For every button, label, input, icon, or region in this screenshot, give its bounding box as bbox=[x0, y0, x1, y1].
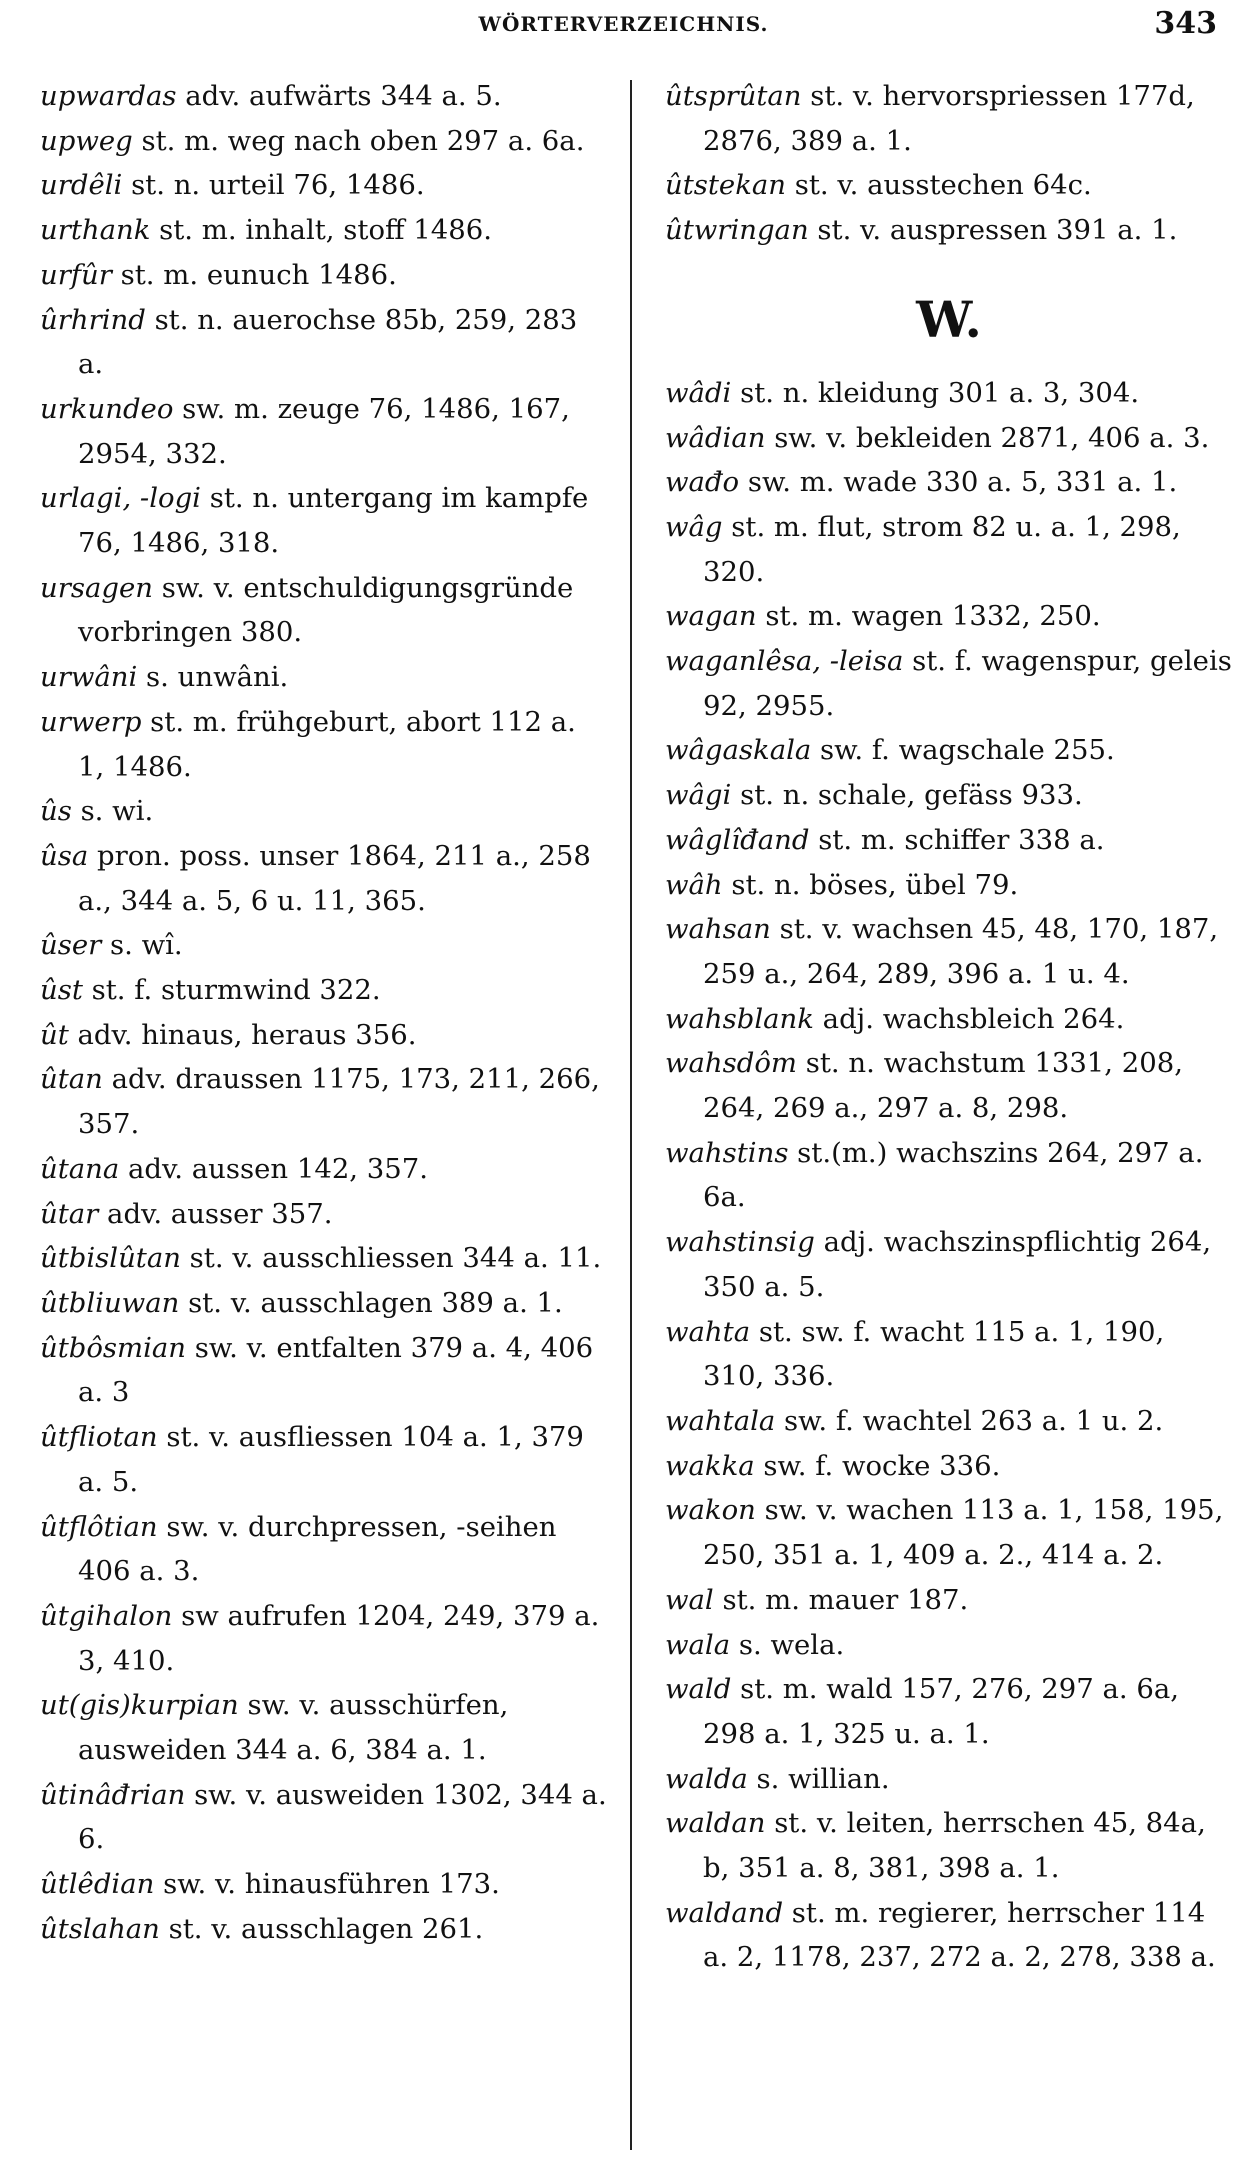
entry-headword: ûtar bbox=[40, 1197, 99, 1230]
dictionary-entry bbox=[665, 1444, 1233, 1489]
dictionary-entry bbox=[40, 387, 608, 476]
entry-headword: wala bbox=[665, 1628, 731, 1661]
dictionary-entry bbox=[40, 923, 608, 968]
entry-headword: urthank bbox=[40, 214, 151, 247]
dictionary-entry bbox=[40, 1907, 608, 1952]
entry-definition: s. willian. bbox=[747, 1762, 890, 1795]
entry-definition: sw. f. wagschale 255. bbox=[811, 734, 1115, 767]
entry-headword: wagan bbox=[665, 600, 757, 633]
entry-headword: wâh bbox=[665, 868, 723, 901]
page-header bbox=[0, 0, 1247, 62]
entry-definition: sw. m. wade 330 a. 5, 331 a. 1. bbox=[739, 466, 1178, 499]
entry-definition: sw. f. wachtel 263 a. 1 u. 2. bbox=[775, 1404, 1164, 1437]
entry-definition: st. m. regierer, herrscher 114 a. 2, 1178, 237, 272 a. 2, 278, 338 a. bbox=[703, 1896, 1216, 1974]
entry-headword: ût bbox=[40, 1018, 69, 1051]
entry-definition: sw. v. bekleiden 2871, 406 a. 3. bbox=[765, 421, 1210, 454]
dictionary-entry bbox=[40, 655, 608, 700]
entry-definition: st. m. schiffer 338 a. bbox=[809, 823, 1105, 856]
entry-headword: ûtwringan bbox=[665, 214, 809, 247]
entry-headword: wald bbox=[665, 1673, 732, 1706]
entry-definition: st. m. inhalt, stoff 1486. bbox=[150, 214, 493, 247]
dictionary-entry bbox=[665, 1623, 1233, 1668]
entry-headword: wahstins bbox=[665, 1136, 789, 1169]
entry-headword: urfûr bbox=[40, 258, 112, 291]
dictionary-entry bbox=[665, 1667, 1233, 1756]
entry-headword: wâg bbox=[665, 510, 723, 543]
entry-headword: upweg bbox=[40, 124, 133, 157]
entry-definition: adv. aufwärts 344 a. 5. bbox=[176, 80, 502, 112]
entry-definition: st. n. kleidung 301 a. 3, 304. bbox=[731, 376, 1140, 409]
dictionary-entry bbox=[665, 1891, 1233, 1980]
entry-headword: ûtinâđrian bbox=[40, 1778, 186, 1811]
entry-definition: adj. wachszinspflichtig 264, 350 a. 5. bbox=[703, 1226, 1212, 1303]
entry-headword: ûsa bbox=[40, 839, 89, 872]
entry-definition: pron. poss. unser 1864, 211 a., 258 a., 344 a. 5, 6 u. 11, 365. bbox=[78, 839, 591, 917]
dictionary-entry bbox=[40, 1326, 608, 1415]
entry-definition: sw. f. wocke 336. bbox=[754, 1449, 1001, 1482]
dictionary-entry bbox=[665, 505, 1233, 594]
entry-definition: sw. v. ausweiden 1302, 344 a. 6. bbox=[78, 1778, 607, 1856]
dictionary-entry bbox=[40, 789, 608, 834]
entry-headword: ursagen bbox=[40, 571, 153, 604]
dictionary-entry bbox=[40, 119, 608, 164]
entry-definition: s. wi. bbox=[71, 795, 154, 828]
entry-headword: waldan bbox=[665, 1807, 766, 1840]
dictionary-entry bbox=[665, 1220, 1233, 1309]
entry-definition: st. v. auspressen 391 a. 1. bbox=[808, 214, 1178, 247]
entry-definition: st. n. böses, übel 79. bbox=[722, 868, 1019, 901]
entry-headword: urwerp bbox=[40, 705, 142, 738]
entry-headword: ûs bbox=[40, 795, 72, 828]
dictionary-entry bbox=[40, 1505, 608, 1594]
entry-definition: st. v. hervorspriessen 177d, 2876, 389 a. 1. bbox=[703, 80, 1195, 157]
dictionary-entry bbox=[665, 907, 1233, 996]
entry-headword: ûtbliuwan bbox=[40, 1286, 180, 1319]
entry-headword: ûtana bbox=[40, 1152, 120, 1185]
dictionary-entry bbox=[40, 298, 608, 387]
entry-headword: ûtlêdian bbox=[40, 1868, 155, 1901]
dictionary-entry bbox=[40, 163, 608, 208]
dictionary-entry bbox=[40, 1013, 608, 1058]
dictionary-entry bbox=[40, 476, 608, 565]
entry-definition: st. f. sturmwind 322. bbox=[82, 974, 381, 1007]
dictionary-entry bbox=[665, 163, 1233, 208]
entry-definition: sw. v. hinausführen 173. bbox=[154, 1868, 500, 1901]
dictionary-entry bbox=[40, 1415, 608, 1504]
entry-definition: sw. v. ausschürfen, ausweiden 344 a. 6, 384 a. 1. bbox=[78, 1689, 509, 1767]
entry-definition: st. m. wagen 1332, 250. bbox=[756, 600, 1101, 633]
entry-headword: wahtala bbox=[665, 1404, 776, 1437]
entry-definition: sw aufrufen 1204, 249, 379 a. 3, 410. bbox=[78, 1599, 600, 1677]
dictionary-entry bbox=[40, 1594, 608, 1683]
entry-definition: adv. aussen 142, 357. bbox=[119, 1152, 429, 1185]
entry-definition: sw. v. wachen 113 a. 1, 158, 195, 250, 351 a. 1, 409 a. 2., 414 a. 2. bbox=[703, 1494, 1224, 1572]
entry-headword: upwardas bbox=[40, 80, 177, 112]
entry-definition: s. wela. bbox=[730, 1628, 845, 1661]
dictionary-entry bbox=[40, 834, 608, 923]
entry-headword: wâgi bbox=[665, 779, 732, 812]
dictionary-entry bbox=[40, 1147, 608, 1192]
entry-headword: ûtbislûtan bbox=[40, 1242, 181, 1275]
entry-definition: s. unwâni. bbox=[137, 661, 289, 694]
dictionary-entry bbox=[40, 1281, 608, 1326]
entry-headword: ûtfliotan bbox=[40, 1421, 158, 1454]
dictionary-entry bbox=[665, 594, 1233, 639]
dictionary-entry bbox=[665, 460, 1233, 505]
entry-definition: st. f. wagenspur, geleis 92, 2955. bbox=[703, 645, 1232, 722]
dictionary-entry bbox=[40, 1236, 608, 1281]
entry-headword: waganlêsa, -leisa bbox=[665, 645, 904, 678]
dictionary-entry bbox=[665, 1131, 1233, 1220]
entry-headword: wâgaskala bbox=[665, 734, 812, 767]
entry-headword: ûser bbox=[40, 929, 102, 962]
entry-headword: wahsan bbox=[665, 913, 771, 946]
entry-headword: wâdian bbox=[665, 421, 766, 454]
entry-headword: ûtstekan bbox=[665, 169, 786, 202]
entry-definition: st. n. urteil 76, 1486. bbox=[122, 169, 425, 202]
entry-headword: ûtan bbox=[40, 1063, 103, 1096]
dictionary-entry bbox=[665, 1488, 1233, 1577]
entry-headword: urdêli bbox=[40, 169, 123, 202]
entry-headword: ûtgihalon bbox=[40, 1599, 173, 1632]
dictionary-entry bbox=[665, 208, 1233, 253]
entry-definition: st. sw. f. wacht 115 a. 1, 190, 310, 336. bbox=[703, 1315, 1165, 1393]
dictionary-entry bbox=[40, 1192, 608, 1237]
entry-headword: ûtsprûtan bbox=[665, 80, 802, 112]
dictionary-entry bbox=[665, 728, 1233, 773]
entry-headword: walda bbox=[665, 1762, 748, 1795]
entry-definition: st. n. auerochse 85b, 259, 283 a. bbox=[78, 303, 578, 381]
dictionary-entry bbox=[40, 208, 608, 253]
entry-definition: st. v. ausstechen 64c. bbox=[785, 169, 1092, 202]
entry-definition: st. m. wald 157, 276, 297 a. 6a, 298 a. 1, 325 u. a. 1. bbox=[703, 1673, 1180, 1750]
dictionary-entry bbox=[40, 253, 608, 298]
entry-definition: st.(m.) wachszins 264, 297 a. 6a. bbox=[703, 1136, 1204, 1214]
entry-definition: st. v. ausfliessen 104 a. 1, 379 a. 5. bbox=[78, 1421, 584, 1498]
entry-definition: st. v. ausschlagen 261. bbox=[159, 1912, 484, 1945]
entry-definition: st. m. flut, strom 82 u. a. 1, 298, 320. bbox=[703, 510, 1181, 588]
entry-definition: s. wî. bbox=[101, 929, 183, 962]
running-head: WÖRTERVERZEICHNIS. bbox=[478, 12, 769, 36]
dictionary-entry bbox=[665, 1578, 1233, 1623]
dictionary-entry bbox=[665, 997, 1233, 1042]
column-divider bbox=[630, 80, 632, 2150]
entry-definition: adv. ausser 357. bbox=[98, 1197, 333, 1230]
entry-headword: wakon bbox=[665, 1494, 756, 1527]
dictionary-entry bbox=[665, 416, 1233, 461]
entry-definition: adv. draussen 1175, 173, 211, 266, 357. bbox=[78, 1063, 600, 1141]
entry-headword: waldand bbox=[665, 1896, 784, 1929]
dictionary-entry bbox=[40, 1683, 608, 1772]
entry-definition: st. m. eunuch 1486. bbox=[111, 258, 397, 291]
entry-headword: ûst bbox=[40, 974, 83, 1007]
section-letter: W. bbox=[916, 289, 982, 349]
entry-headword: urlagi, -logi bbox=[40, 482, 201, 515]
entry-headword: wahstinsig bbox=[665, 1226, 815, 1259]
dictionary-entry bbox=[40, 1773, 608, 1862]
entry-definition: adj. wachsbleich 264. bbox=[813, 1002, 1125, 1035]
entry-definition: adv. hinaus, heraus 356. bbox=[68, 1018, 417, 1051]
entry-definition: st. n. wachstum 1331, 208, 264, 269 a., 297 a. 8, 298. bbox=[703, 1047, 1184, 1125]
dictionary-entry bbox=[665, 371, 1233, 416]
dictionary-entry bbox=[40, 566, 608, 655]
entry-definition: st. n. schale, gefäss 933. bbox=[731, 779, 1083, 812]
dictionary-entry bbox=[665, 1310, 1233, 1399]
dictionary-entry bbox=[40, 1862, 608, 1907]
entry-definition: st. v. ausschliessen 344 a. 11. bbox=[180, 1242, 602, 1275]
entry-headword: ûtbôsmian bbox=[40, 1331, 187, 1364]
right-column bbox=[665, 74, 1233, 1980]
entry-definition: sw. v. entfalten 379 a. 4, 406 a. 3 bbox=[78, 1331, 594, 1409]
entry-definition: st. m. frühgeburt, abort 112 a. 1, 1486. bbox=[78, 705, 576, 783]
entry-headword: urkundeo bbox=[40, 392, 174, 425]
entry-definition: st. v. leiten, herrschen 45, 84a, b, 351 a. 8, 381, 398 a. 1. bbox=[703, 1807, 1206, 1885]
dictionary-entry bbox=[665, 818, 1233, 863]
entry-headword: ûrhrind bbox=[40, 303, 146, 336]
entry-headword: wal bbox=[665, 1583, 714, 1616]
entry-headword: ûtslahan bbox=[40, 1912, 160, 1945]
entry-headword: ut(gis)kurpian bbox=[40, 1689, 239, 1722]
page-number: 343 bbox=[1154, 6, 1217, 41]
dictionary-entry bbox=[40, 1057, 608, 1146]
entry-headword: ûtflôtian bbox=[40, 1510, 158, 1543]
entry-headword: wahta bbox=[665, 1315, 751, 1348]
dictionary-entry bbox=[665, 773, 1233, 818]
entry-headword: wahsblank bbox=[665, 1002, 814, 1035]
dictionary-entry bbox=[665, 1399, 1233, 1444]
entry-definition: sw. m. zeuge 76, 1486, 167, 2954, 332. bbox=[78, 392, 570, 470]
entry-definition: st. m. mauer 187. bbox=[713, 1583, 969, 1616]
dictionary-entry bbox=[40, 968, 608, 1013]
dictionary-entry bbox=[665, 1757, 1233, 1802]
left-column bbox=[40, 74, 608, 1952]
dictionary-entry bbox=[665, 1801, 1233, 1890]
entry-headword: wahsdôm bbox=[665, 1047, 797, 1080]
dictionary-entry bbox=[40, 74, 608, 119]
dictionary-entry bbox=[40, 700, 608, 789]
entry-definition: st. v. ausschlagen 389 a. 1. bbox=[179, 1286, 563, 1319]
entry-headword: wâdi bbox=[665, 376, 732, 409]
entry-headword: wađo bbox=[665, 466, 740, 499]
entry-definition: st. m. weg nach oben 297 a. 6a. bbox=[132, 124, 585, 157]
entry-headword: urwâni bbox=[40, 661, 138, 694]
entry-headword: wâglîđand bbox=[665, 823, 810, 856]
dictionary-entry bbox=[665, 74, 1233, 163]
entry-definition: sw. v. durchpressen, -seihen 406 a. 3. bbox=[78, 1510, 557, 1588]
dictionary-entry bbox=[665, 863, 1233, 908]
entry-definition: sw. v. entschuldigungsgründe vorbringen 380. bbox=[78, 571, 574, 649]
dictionary-entry bbox=[665, 639, 1233, 728]
entry-headword: wakka bbox=[665, 1449, 755, 1482]
dictionary-entry bbox=[665, 1041, 1233, 1130]
entry-definition: st. n. untergang im kampfe 76, 1486, 318. bbox=[78, 482, 589, 560]
entry-definition: st. v. wachsen 45, 48, 170, 187, 259 a., 264, 289, 396 a. 1 u. 4. bbox=[703, 913, 1219, 990]
